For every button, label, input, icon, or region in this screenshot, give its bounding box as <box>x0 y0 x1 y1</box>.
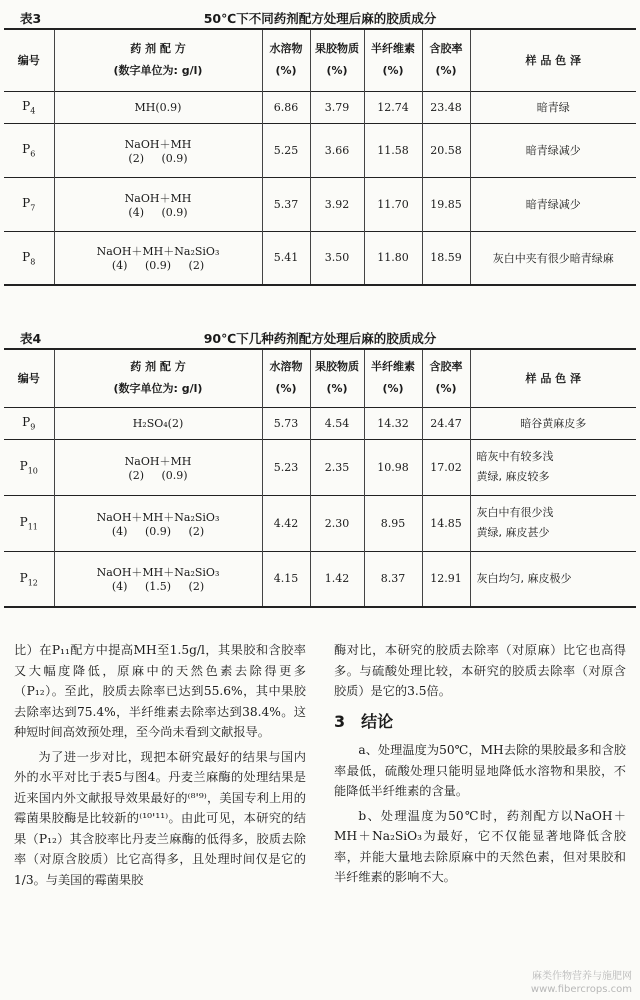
row-hemi: 8.37 <box>364 551 422 607</box>
row-gum: 19.85 <box>422 177 470 231</box>
row-color: 暗谷黄麻皮多 <box>470 407 636 439</box>
header-water: 水溶物 (%) <box>262 349 310 407</box>
table-caption <box>4 326 636 348</box>
row-gum: 24.47 <box>422 407 470 439</box>
header-hemi: 半纤维素 (%) <box>364 29 422 91</box>
row-water: 5.41 <box>262 231 310 285</box>
row-pectin: 4.54 <box>310 407 364 439</box>
table-row <box>4 123 636 177</box>
table-row <box>4 407 636 439</box>
row-color: 暗青绿减少 <box>470 177 636 231</box>
row-color: 灰白中有很少浅 黄绿, 麻皮甚少 <box>470 495 636 551</box>
row-hemi: 12.74 <box>364 91 422 123</box>
header-formula: 药 剂 配 方 (数字单位为: g/l) <box>54 29 262 91</box>
row-color: 暗灰中有较多浅 黄绿, 麻皮较多 <box>470 439 636 495</box>
header-pectin: 果胶物质 (%) <box>310 349 364 407</box>
row-hemi: 11.58 <box>364 123 422 177</box>
row-gum: 20.58 <box>422 123 470 177</box>
row-pectin: 3.79 <box>310 91 364 123</box>
table-row <box>4 91 636 123</box>
section-heading: 3 结论 <box>334 711 394 731</box>
table-row <box>4 551 636 607</box>
paragraph: b、处理温度为50℃时，药剂配方以NaOH＋MH＋Na₂SiO₃为最好，它不仅能显著地降低含胶率，并能大量地去除原麻中的天然色素，但对果胶和半纤维素的影响不大。 <box>334 808 626 884</box>
header-formula: 药 剂 配 方 (数字单位为: g/l) <box>54 349 262 407</box>
row-water: 6.86 <box>262 91 310 123</box>
row-gum: 23.48 <box>422 91 470 123</box>
row-hemi: 11.70 <box>364 177 422 231</box>
table-4 <box>4 326 636 608</box>
row-formula: NaOH＋MH (2) (0.9) <box>54 123 262 177</box>
header-gum: 含胶率 (%) <box>422 349 470 407</box>
data-table <box>4 348 636 608</box>
row-gum: 12.91 <box>422 551 470 607</box>
row-code: $P_8$ <box>22 249 36 266</box>
row-code: $P_{12}$ <box>19 570 38 587</box>
row-formula: NaOH＋MH＋Na₂SiO₃ (4) (0.9) (2) <box>54 495 262 551</box>
row-color: 暗青绿 <box>470 91 636 123</box>
row-water: 5.25 <box>262 123 310 177</box>
row-formula: MH(0.9) <box>54 91 262 123</box>
header-gum: 含胶率 (%) <box>422 29 470 91</box>
row-pectin: 3.66 <box>310 123 364 177</box>
table-label: 表3 <box>20 11 42 26</box>
row-gum: 14.85 <box>422 495 470 551</box>
watermark: 麻类作物营养与施肥网 www.fibercrops.com <box>530 971 632 995</box>
row-code: $P_6$ <box>22 141 36 159</box>
header-pectin: 果胶物质 (%) <box>310 29 364 91</box>
row-formula: H₂SO₄(2) <box>54 407 262 439</box>
row-code: $P_4$ <box>22 98 36 116</box>
row-pectin: 3.92 <box>310 177 364 231</box>
row-formula: NaOH＋MH (2) (0.9) <box>54 439 262 495</box>
row-water: 5.37 <box>262 177 310 231</box>
right-text-column <box>334 640 626 892</box>
table-title: 90℃下几种药剂配方处理后麻的胶质成分 <box>203 331 437 346</box>
header-hemi: 半纤维素 (%) <box>364 349 422 407</box>
row-formula: NaOH＋MH＋Na₂SiO₃ (4) (0.9) (2) <box>54 231 262 285</box>
row-hemi: 14.32 <box>364 407 422 439</box>
row-formula: NaOH＋MH (4) (0.9) <box>54 177 262 231</box>
header-color: 样 品 色 泽 <box>470 29 636 91</box>
row-gum: 17.02 <box>422 439 470 495</box>
header-code: 编号 <box>17 54 40 68</box>
paragraph: 酶对比，本研究的胶质去除率（对原麻）比它也高得多。与硫酸处理比较，本研究的胶质去除率（对原含胶质）是它的3.5倍。 <box>334 643 626 698</box>
row-code: $P_{11}$ <box>19 514 38 532</box>
row-formula: NaOH＋MH＋Na₂SiO₃ (4) (1.5) (2) <box>54 551 262 607</box>
row-color: 暗青绿减少 <box>470 123 636 177</box>
table-3 <box>4 6 636 286</box>
row-color: 灰白均匀, 麻皮极少 <box>470 551 636 607</box>
row-code: $P_9$ <box>22 414 36 432</box>
paragraph: 比）在P₁₁配方中提高MH至1.5g/l，其果胶和含胶率又大幅度降低，原麻中的天然色素去除得更多（P₁₂）。至此，胶质去除率已达到55.6%，其中果胶去除率达到75.4%，半纤维素去除率达到38.4%。这种短时间高效预处理，至今尚未看到文献报导。 <box>14 643 306 739</box>
row-hemi: 11.80 <box>364 231 422 285</box>
table-row <box>4 439 636 495</box>
row-code: $P_7$ <box>22 195 36 213</box>
header-code: 编号 <box>17 372 40 386</box>
table-row <box>4 177 636 231</box>
row-water: 4.15 <box>262 551 310 607</box>
row-pectin: 3.50 <box>310 231 364 285</box>
row-water: 5.23 <box>262 439 310 495</box>
table-label: 表4 <box>20 331 42 346</box>
paragraph: 为了进一步对比，现把本研究最好的结果与国内外的水平对比于表5与图4。丹麦兰麻酶的处理结果是近来国内外文献报导效果最好的⁽⁸'⁹⁾，美国专利上用的霉菌果胶酶是比较新的⁽¹⁰'¹¹⁾。由此可见，本研究的结果（P₁₂）其含胶率比丹麦兰麻酶的低得多，胶质去除率（对原含胶质）比它高得多，且处理时间仅是它的1/3。与美国的霉菌果胶 <box>14 749 306 887</box>
row-color: 灰白中夹有很少暗青绿麻 <box>470 231 636 285</box>
row-pectin: 2.35 <box>310 439 364 495</box>
header-color: 样 品 色 泽 <box>470 349 636 407</box>
row-pectin: 2.30 <box>310 495 364 551</box>
row-code: $P_{10}$ <box>19 458 38 476</box>
row-water: 4.42 <box>262 495 310 551</box>
row-hemi: 10.98 <box>364 439 422 495</box>
left-text-column <box>14 640 306 894</box>
header-water: 水溶物 (%) <box>262 29 310 91</box>
table-caption <box>4 6 636 28</box>
row-water: 5.73 <box>262 407 310 439</box>
data-table <box>4 28 636 286</box>
table-row <box>4 231 636 285</box>
paragraph: a、处理温度为50℃，MH去除的果胶最多和含胶率最低，硫酸处理只能明显地降低水溶物和果胶，不能降低半纤维素的含量。 <box>334 743 626 798</box>
row-pectin: 1.42 <box>310 551 364 607</box>
row-hemi: 8.95 <box>364 495 422 551</box>
table-row <box>4 495 636 551</box>
table-title: 50℃下不同药剂配方处理后麻的胶质成分 <box>203 11 437 26</box>
row-gum: 18.59 <box>422 231 470 285</box>
